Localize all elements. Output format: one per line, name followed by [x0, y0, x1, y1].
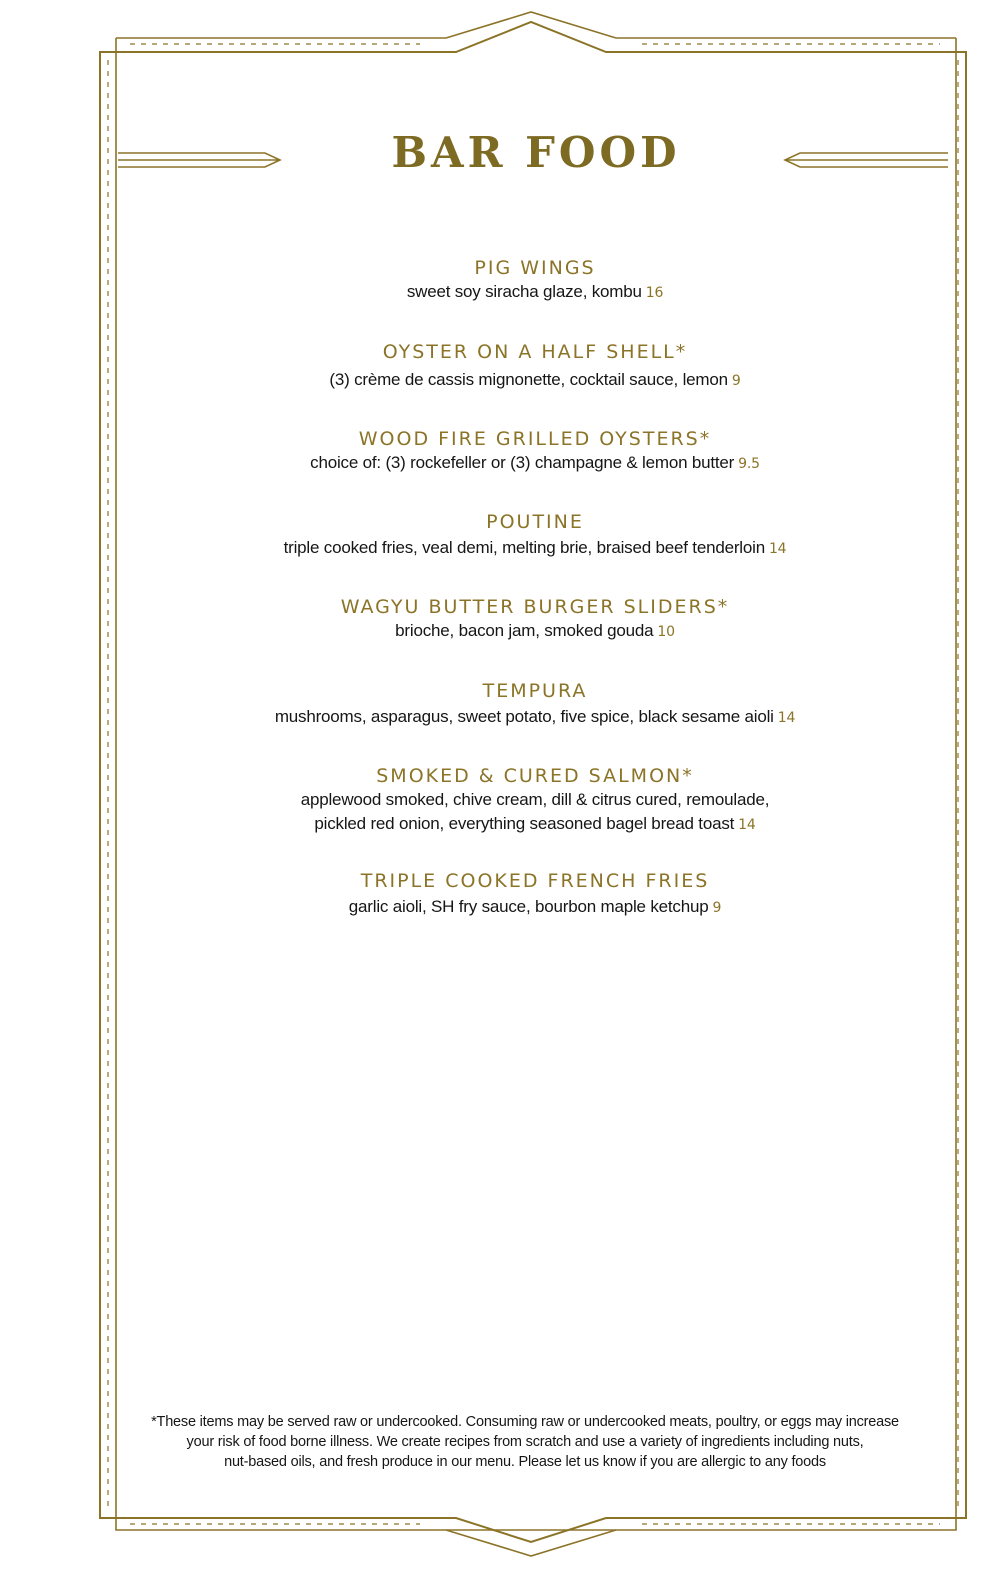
item-price: 10 — [657, 624, 675, 640]
item-name: SMOKED & CURED SALMON* — [376, 765, 694, 787]
item-price: 9 — [731, 373, 741, 389]
item-description: brioche, bacon jam, smoked gouda 10 — [395, 621, 675, 640]
item-price: 14 — [768, 541, 787, 557]
menu-title: BAR FOOD — [391, 128, 681, 177]
item-name: WOOD FIRE GRILLED OYSTERS* — [358, 428, 712, 450]
item-description: triple cooked fries, veal demi, melting brie, braised beef tenderloin 14 — [283, 538, 787, 557]
menu-item-oyster-half-shell — [70, 340, 1000, 393]
menu-item-smoked-salmon — [70, 764, 1000, 837]
item-price: 9.5 — [738, 456, 760, 472]
item-description: applewood smoked, chive cream, dill & citrus cured, remoulade, pickled red onion, everything seasoned bagel bread toast 14 — [300, 790, 770, 833]
menu-item-wagyu-sliders — [70, 595, 1000, 644]
item-price: 14 — [738, 817, 756, 833]
menu-item-pig-wings — [70, 256, 1000, 305]
item-name: OYSTER ON A HALF SHELL* — [382, 341, 688, 363]
item-description: garlic aioli, SH fry sauce, bourbon maple ketchup 9 — [348, 897, 722, 916]
allergy-disclaimer: *These items may be served raw or undercooked. Consuming raw or undercooked meats, poultry, or eggs may increase your risk of food borne illness. We create recipes from scratch and use a variety of ingredients including nuts, nut-based oils, and fresh produce in our menu. Please let us know if you are allergic to any foods — [151, 1414, 899, 1470]
menu-item-french-fries — [70, 869, 1000, 920]
menu-item-poutine — [70, 510, 1000, 561]
item-description: choice of: (3) rockefeller or (3) champagne & lemon butter 9.5 — [310, 453, 760, 472]
menu-item-tempura — [70, 679, 1000, 730]
item-name: WAGYU BUTTER BURGER SLIDERS* — [340, 596, 730, 618]
item-name: POUTINE — [486, 511, 584, 533]
item-price: 9 — [712, 900, 722, 916]
item-name: PIG WINGS — [474, 257, 596, 279]
item-description: sweet soy siracha glaze, kombu 16 — [406, 282, 664, 301]
menu-item-wood-fire-oysters — [70, 427, 1000, 476]
item-description: (3) crème de cassis mignonette, cocktail sauce, lemon 9 — [329, 370, 741, 389]
item-price: 16 — [645, 285, 664, 301]
item-price: 14 — [777, 710, 796, 726]
item-name: TRIPLE COOKED FRENCH FRIES — [360, 870, 710, 892]
item-description: mushrooms, asparagus, sweet potato, five spice, black sesame aioli 14 — [274, 707, 796, 726]
item-name: TEMPURA — [482, 680, 588, 702]
